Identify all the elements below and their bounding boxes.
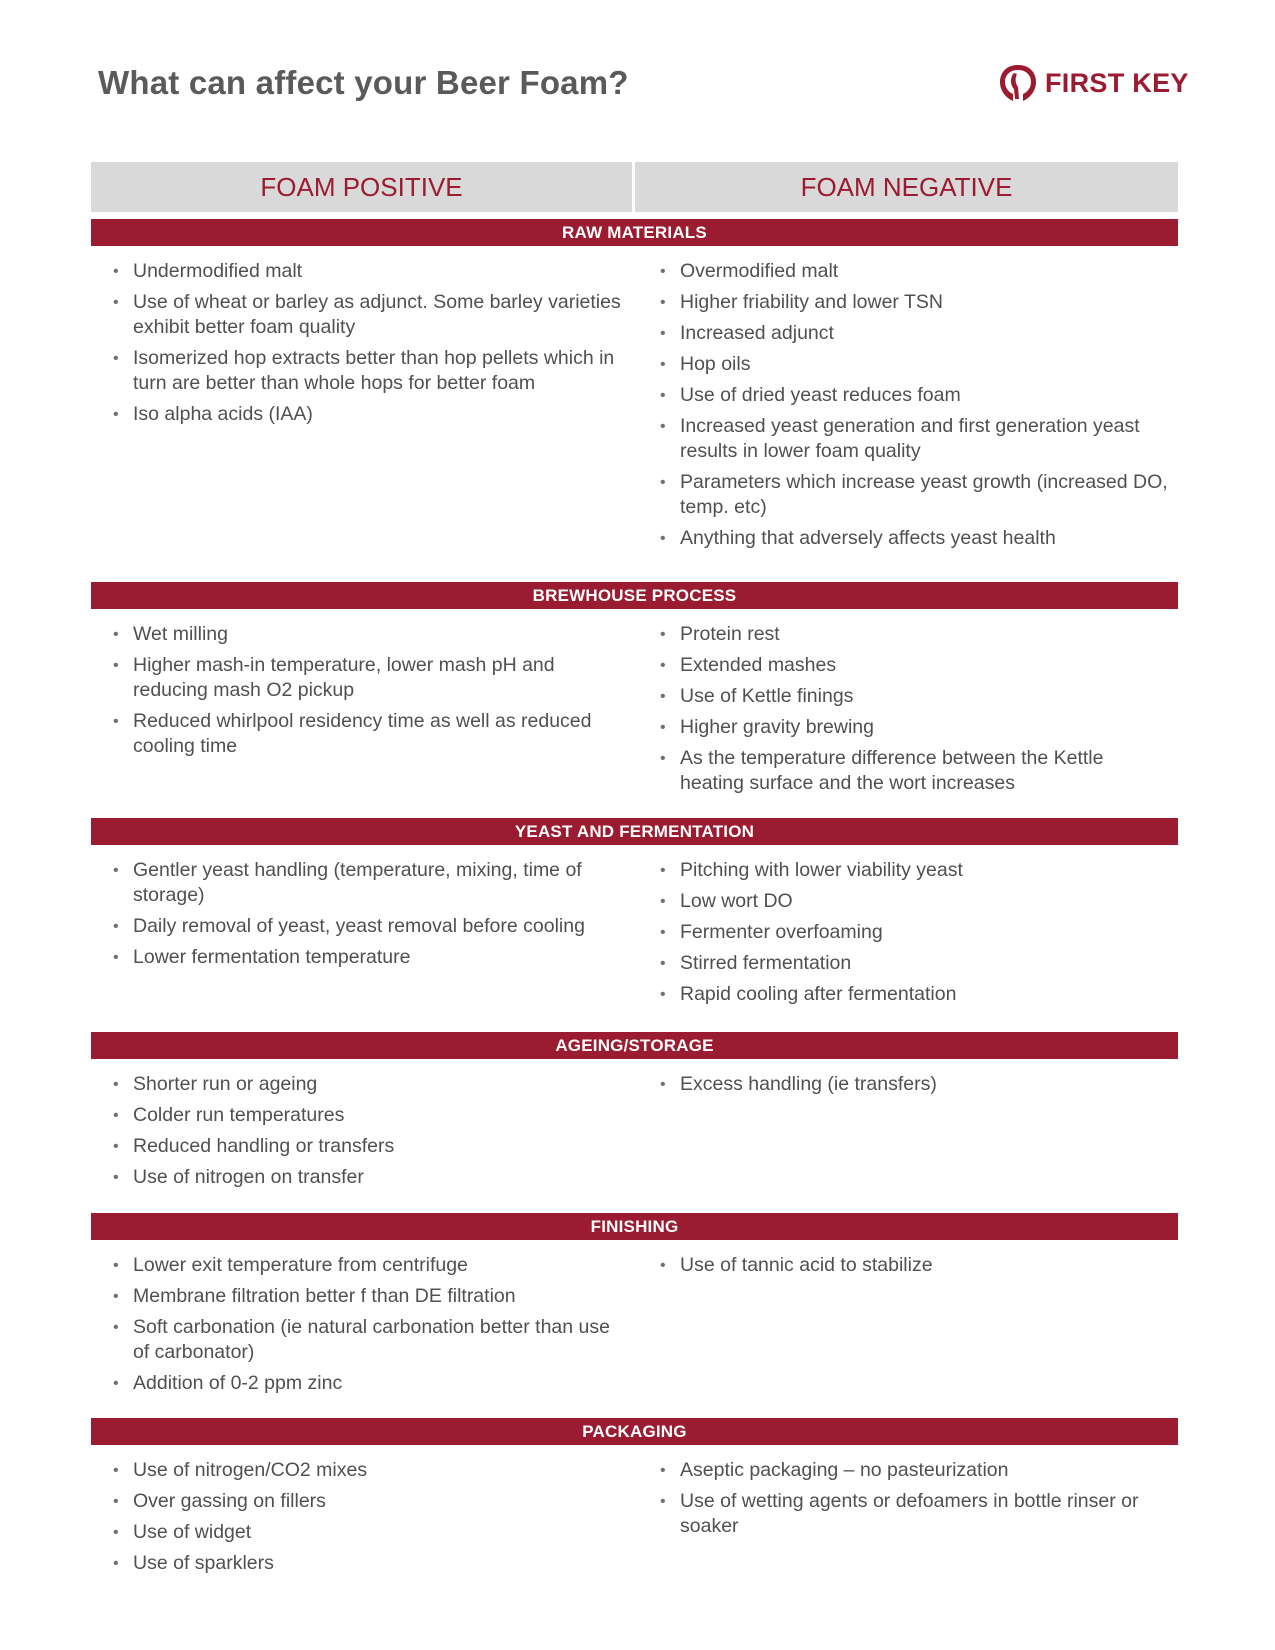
list-item: • Membrane filtration better f than DE filtration	[113, 1284, 623, 1309]
list-item: • Aseptic packaging – no pasteurization	[660, 1458, 1170, 1483]
first-key-logo-icon	[996, 63, 1040, 103]
column-header-row	[91, 162, 1178, 212]
section-title-bar: YEAST AND FERMENTATION	[91, 818, 1178, 845]
list-item: • Pitching with lower viability yeast	[660, 858, 1170, 883]
first-key-logo	[996, 63, 1189, 103]
list-item: • Increased adjunct	[660, 321, 1170, 346]
list-item: • Soft carbonation (ie natural carbonation better than use of carbonator)	[113, 1315, 623, 1365]
list-item: • Use of nitrogen on transfer	[113, 1165, 623, 1190]
list-item: • Extended mashes	[660, 653, 1170, 678]
list-item: • Lower fermentation temperature	[113, 945, 623, 970]
foam-negative-list	[660, 1253, 1170, 1284]
list-item: • Higher gravity brewing	[660, 715, 1170, 740]
foam-negative-list	[660, 1072, 1170, 1103]
list-item: • Gentler yeast handling (temperature, mixing, time of storage)	[113, 858, 623, 908]
list-item: • Higher friability and lower TSN	[660, 290, 1170, 315]
list-item: • Colder run temperatures	[113, 1103, 623, 1128]
list-item: • Use of widget	[113, 1520, 623, 1545]
foam-positive-list	[113, 1458, 623, 1582]
list-item: • Reduced whirlpool residency time as well as reduced cooling time	[113, 709, 623, 759]
foam-positive-list	[113, 858, 623, 976]
list-item: • Use of dried yeast reduces foam	[660, 383, 1170, 408]
section-raw-materials	[91, 219, 1178, 549]
list-item: • Anything that adversely affects yeast health	[660, 526, 1170, 551]
foam-positive-list	[113, 622, 623, 765]
list-item: • Protein rest	[660, 622, 1170, 647]
list-item: • Fermenter overfoaming	[660, 920, 1170, 945]
list-item: • Overmodified malt	[660, 259, 1170, 284]
section-title-bar: PACKAGING	[91, 1418, 1178, 1445]
section-title-bar: BREWHOUSE PROCESS	[91, 582, 1178, 609]
list-item: • Addition of 0-2 ppm zinc	[113, 1371, 623, 1396]
list-item: • Undermodified malt	[113, 259, 623, 284]
foam-positive-header: FOAM POSITIVE	[91, 162, 632, 212]
list-item: • Use of nitrogen/CO2 mixes	[113, 1458, 623, 1483]
list-item: • Hop oils	[660, 352, 1170, 377]
section-brewhouse-process	[91, 582, 1178, 794]
list-item: • Lower exit temperature from centrifuge	[113, 1253, 623, 1278]
foam-negative-list	[660, 1458, 1170, 1545]
list-item: • Isomerized hop extracts better than hop pellets which in turn are better than whole hops for better foam	[113, 346, 623, 396]
first-key-logo-text: FIRST KEY	[1045, 67, 1189, 98]
list-item: • Wet milling	[113, 622, 623, 647]
foam-positive-list	[113, 1253, 623, 1402]
list-item: • Parameters which increase yeast growth (increased DO, temp. etc)	[660, 470, 1170, 520]
list-item: • Daily removal of yeast, yeast removal before cooling	[113, 914, 623, 939]
list-item: • Low wort DO	[660, 889, 1170, 914]
list-item: • Excess handling (ie transfers)	[660, 1072, 1170, 1097]
foam-positive-list	[113, 1072, 623, 1196]
foam-negative-list	[660, 622, 1170, 802]
foam-positive-list	[113, 259, 623, 433]
section-title-bar: FINISHING	[91, 1213, 1178, 1240]
list-item: • Over gassing on fillers	[113, 1489, 623, 1514]
section-finishing	[91, 1213, 1178, 1394]
list-item: • Higher mash-in temperature, lower mash pH and reducing mash O2 pickup	[113, 653, 623, 703]
list-item: • Reduced handling or transfers	[113, 1134, 623, 1159]
list-item: • Rapid cooling after fermentation	[660, 982, 1170, 1007]
list-item: • Use of wheat or barley as adjunct. Some barley varieties exhibit better foam quality	[113, 290, 623, 340]
list-item: • Shorter run or ageing	[113, 1072, 623, 1097]
foam-negative-header: FOAM NEGATIVE	[635, 162, 1178, 212]
page-title: What can affect your Beer Foam?	[98, 64, 629, 101]
section-title-bar: AGEING/STORAGE	[91, 1032, 1178, 1059]
section-ageing-storage	[91, 1032, 1178, 1188]
foam-negative-list	[660, 858, 1170, 1013]
list-item: • Increased yeast generation and first generation yeast results in lower foam quality	[660, 414, 1170, 464]
foam-negative-list	[660, 259, 1170, 557]
section-title-bar: RAW MATERIALS	[91, 219, 1178, 246]
list-item: • Use of tannic acid to stabilize	[660, 1253, 1170, 1278]
list-item: • Use of sparklers	[113, 1551, 623, 1576]
section-yeast-and-fermentation	[91, 818, 1178, 1005]
list-item: • Stirred fermentation	[660, 951, 1170, 976]
list-item: • Iso alpha acids (IAA)	[113, 402, 623, 427]
section-packaging	[91, 1418, 1178, 1574]
list-item: • Use of wetting agents or defoamers in bottle rinser or soaker	[660, 1489, 1170, 1539]
list-item: • Use of Kettle finings	[660, 684, 1170, 709]
list-item: • As the temperature difference between the Kettle heating surface and the wort increases	[660, 746, 1170, 796]
